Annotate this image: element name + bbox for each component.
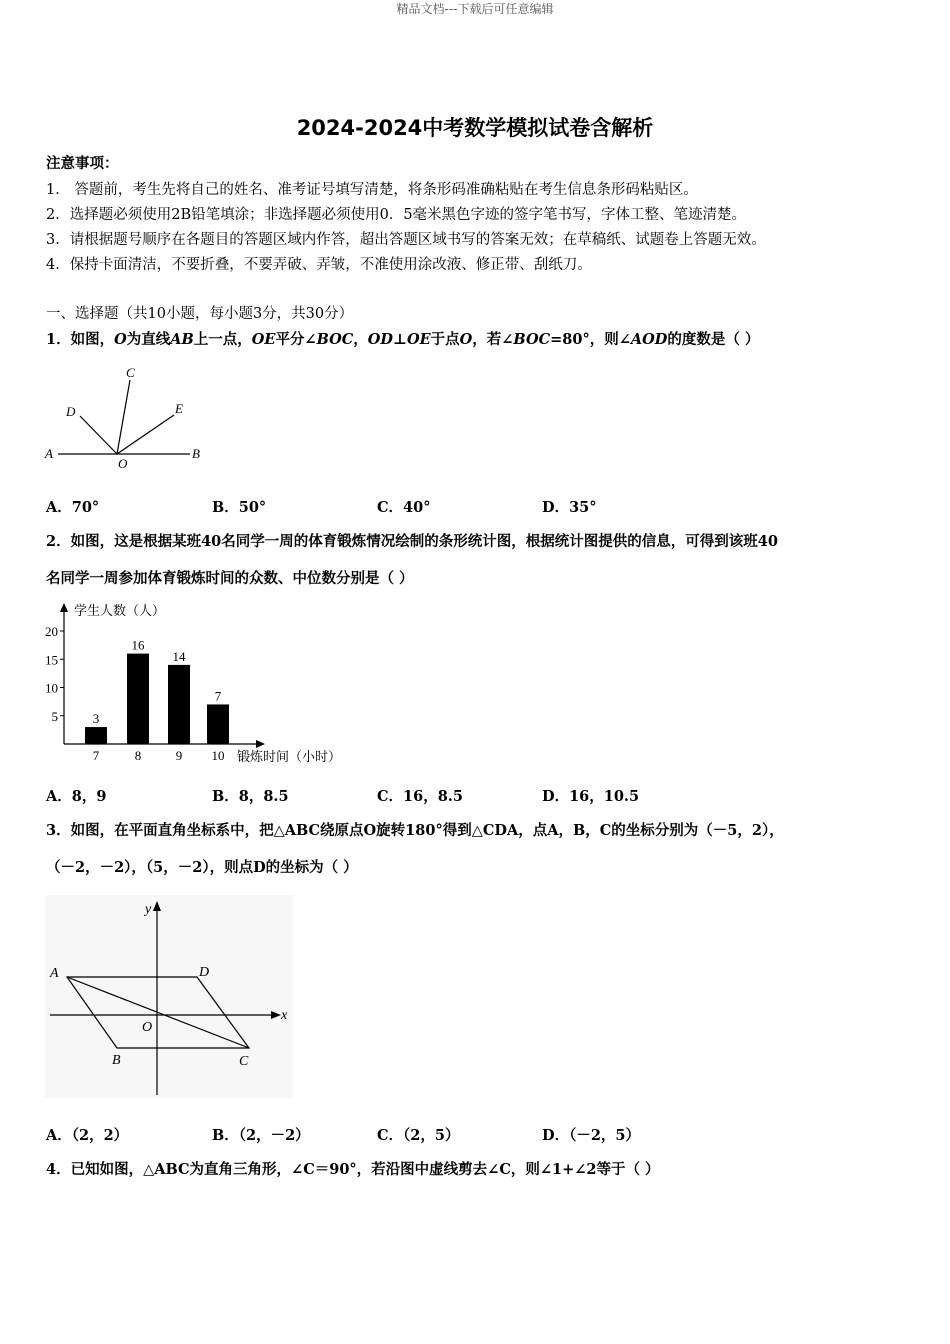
question-2-line-1: 2．如图，这是根据某班40名同学一周的体育锻炼情况绘制的条形统计图，根据统计图提供的信息，可得到该班40 [46, 533, 778, 550]
question-1-text: 1．如图，O为直线AB上一点，OE平分∠BOC，OD⊥OE于点O，若∠BOC=80°，则∠AOD的度数是（ ） [46, 331, 760, 348]
bar-chart [40, 598, 370, 773]
data-label: 7 [214, 688, 222, 704]
question-4-text: 4．已知如图，△ABC为直角三角形，∠C＝90°，若沿图中虚线剪去∠C，则∠1+∠2等于（ ） [46, 1161, 660, 1178]
q3-option-a[interactable]: A．（2，2） [46, 1127, 129, 1144]
data-label: 16 [131, 637, 145, 653]
y-axis-arrow [60, 603, 68, 612]
point-label-e: E [175, 401, 183, 416]
q2-option-d[interactable]: D．16，10.5 [542, 788, 640, 805]
page-title: 2024-2024中考数学模拟试卷含解析 [296, 116, 654, 140]
point-label-c: C [239, 1054, 249, 1069]
point-label-b: B [192, 446, 200, 461]
y-tick-label: 20 [45, 624, 58, 639]
data-label: 14 [172, 648, 186, 664]
notice-heading: 注意事项： [46, 155, 119, 172]
q1-option-c[interactable]: C．40° [377, 499, 431, 516]
q3-option-c[interactable]: C．（2，5） [377, 1127, 460, 1144]
x-tick-label: 8 [134, 748, 142, 763]
notice-item: 2．选择题必须使用2B铅笔填涂；非选择题必须使用0．5毫米黑色字迹的签字笔书写，字体工整、笔迹清楚。 [46, 207, 747, 223]
point-label-o: O [118, 456, 128, 471]
bar-7 [85, 727, 107, 744]
q3-option-b[interactable]: B．（2，－2） [212, 1127, 310, 1144]
x-axis-label: x [281, 1008, 288, 1023]
point-label-d: D [199, 965, 210, 980]
q2-option-c[interactable]: C．16，8.5 [377, 788, 463, 805]
q1-option-b[interactable]: B．50° [212, 499, 267, 516]
question-2-line-2: 名同学一周参加体育锻炼时间的众数、中位数分别是（ ） [46, 570, 414, 587]
x-axis-label: 锻炼时间（小时） [237, 750, 342, 765]
point-label-o: O [142, 1020, 153, 1035]
x-tick-label: 9 [175, 748, 183, 763]
data-label: 3 [92, 711, 100, 727]
q1-option-a[interactable]: A．70° [46, 499, 100, 516]
point-label-a: A [50, 966, 59, 981]
q1-option-d[interactable]: D．35° [542, 499, 597, 516]
notice-item: 3．请根据题号顺序在各题目的答题区域内作答，超出答题区域书写的答案无效；在草稿纸、试题卷上答题无效。 [46, 232, 766, 248]
bar-10 [207, 704, 229, 744]
point-label-d: D [66, 404, 76, 419]
y-axis-label: y [145, 902, 152, 917]
y-axis-label: 学生人数（人） [74, 604, 166, 619]
point-label-c: C [126, 365, 135, 380]
bar-9 [168, 665, 190, 744]
notice-item: 4．保持卡面清洁，不要折叠，不要弄破、弄皱，不准使用涂改液、修正带、刮纸刀。 [46, 257, 592, 273]
y-tick-label: 10 [45, 680, 58, 696]
question-1-figure [40, 360, 220, 475]
x-tick-label: 7 [92, 748, 100, 763]
x-axis-arrow [256, 740, 265, 748]
q2-option-b[interactable]: B．8，8.5 [212, 788, 289, 805]
point-label-a: A [45, 446, 53, 461]
x-tick-label: 10 [211, 748, 225, 763]
question-3-figure [45, 895, 295, 1100]
question-3-line-1: 3．如图，在平面直角坐标系中，把△ABC绕原点O旋转180°得到△CDA，点A，B，C的坐标分别为（－5，2）， [46, 822, 784, 839]
y-tick-label: 5 [51, 708, 58, 724]
point-label-b: B [112, 1053, 121, 1068]
bar-8 [127, 654, 149, 744]
section-heading: 一、选择题（共10小题，每小题3分，共30分） [46, 306, 354, 322]
question-3-line-2: （－2，－2），（5，－2），则点D的坐标为（ ） [46, 859, 358, 876]
notice-item: 1． 答题前，考生先将自己的姓名、准考证号填写清楚，将条形码准确粘贴在考生信息条形码粘贴区。 [46, 182, 698, 198]
header-note: 精品文档---下载后可任意编辑 [396, 2, 554, 16]
figure-background [45, 895, 293, 1098]
y-tick-label: 15 [45, 652, 58, 668]
q2-option-a[interactable]: A．8，9 [46, 788, 107, 805]
q3-option-d[interactable]: D．（－2，5） [542, 1127, 641, 1144]
